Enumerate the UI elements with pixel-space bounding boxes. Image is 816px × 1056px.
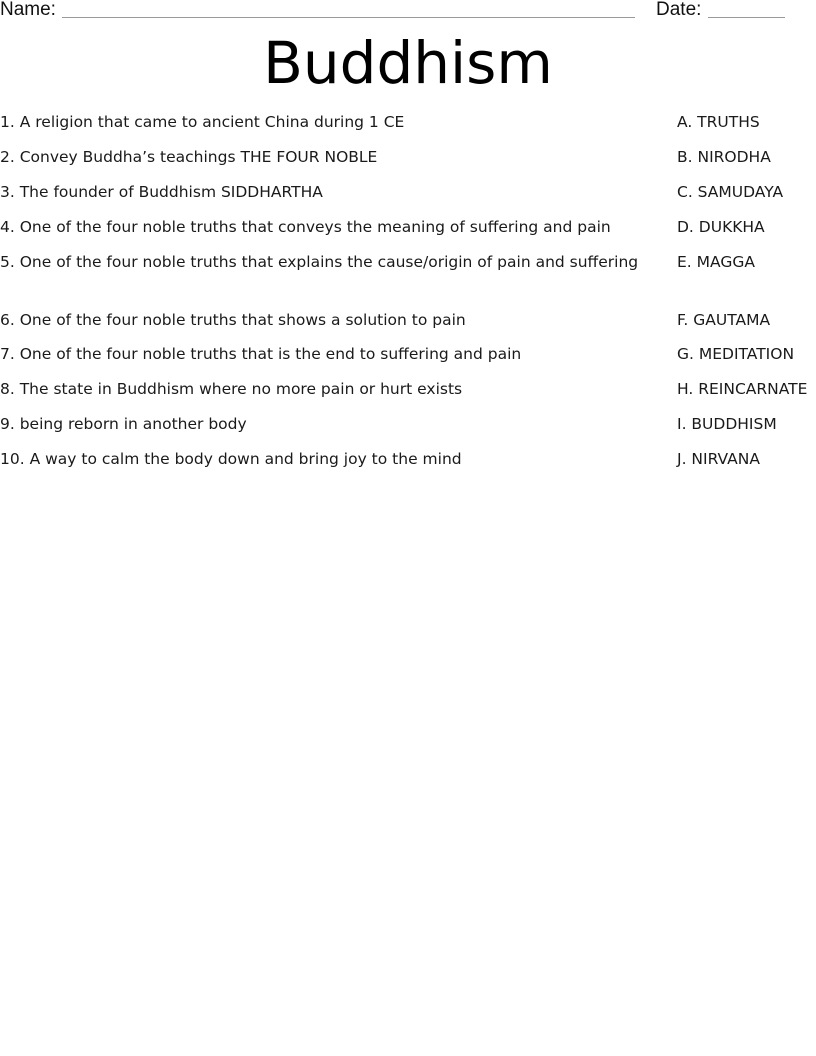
- answer-h: H. REINCARNATE: [677, 380, 808, 398]
- answer-d: D. DUKKHA: [677, 218, 765, 236]
- name-line: [62, 17, 635, 18]
- clue-10: 10. A way to calm the body down and bring joy to the mind: [0, 450, 462, 468]
- answer-f: F. GAUTAMA: [677, 311, 771, 329]
- clue-7: 7. One of the four noble truths that is the end to suffering and pain: [0, 345, 522, 363]
- answer-a: A. TRUTHS: [677, 113, 760, 131]
- answer-i: I. BUDDHISM: [677, 415, 777, 433]
- worksheet-header: [0, 0, 816, 22]
- date-label: Date:: [656, 0, 702, 20]
- name-label: Name:: [0, 0, 56, 20]
- date-line: [708, 17, 785, 18]
- answer-e: E. MAGGA: [677, 253, 755, 271]
- answer-g: G. MEDITATION: [677, 345, 795, 363]
- answer-c: C. SAMUDAYA: [677, 183, 784, 201]
- answer-j: J. NIRVANA: [677, 450, 760, 468]
- clue-6: 6. One of the four noble truths that shows a solution to pain: [0, 311, 466, 329]
- clue-5: 5. One of the four noble truths that explains the cause/origin of pain and suffering: [0, 253, 639, 271]
- clue-1: 1. A religion that came to ancient China during 1 CE: [0, 113, 405, 131]
- clue-4: 4. One of the four noble truths that conveys the meaning of suffering and pain: [0, 218, 611, 236]
- clue-2: 2. Convey Buddha’s teachings THE FOUR NOBLE: [0, 148, 378, 166]
- clue-8: 8. The state in Buddhism where no more pain or hurt exists: [0, 380, 463, 398]
- page-title: Buddhism: [263, 29, 553, 97]
- answer-b: B. NIRODHA: [677, 148, 771, 166]
- clue-3: 3. The founder of Buddhism SIDDHARTHA: [0, 183, 323, 201]
- clue-9: 9. being reborn in another body: [0, 415, 247, 433]
